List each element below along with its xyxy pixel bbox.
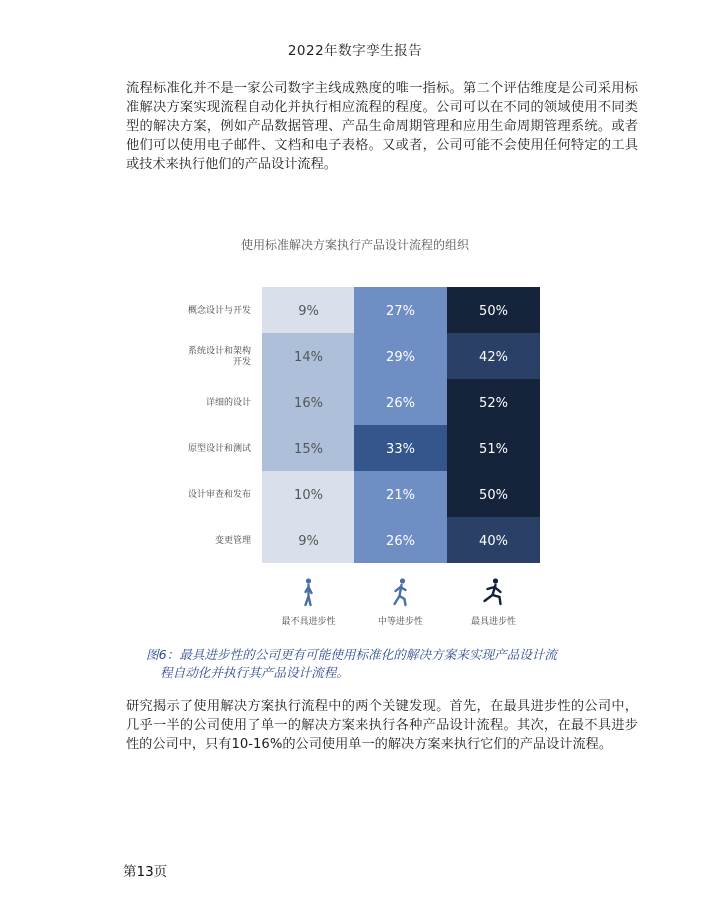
chart-title: 使用标准解决方案执行产品设计流程的组织: [240, 238, 469, 252]
cell-value: 26%: [386, 396, 415, 411]
cell-value: 21%: [386, 488, 415, 503]
row-label: 详细的设计: [205, 398, 251, 408]
series-label: 最不具进步性: [281, 617, 336, 627]
heatmap-chart: [170, 282, 550, 627]
walking-person-icon: [306, 578, 312, 605]
cell-value: 14%: [294, 350, 323, 365]
row-label: 概念设计与开发: [187, 306, 251, 316]
jogging-person-icon: [395, 578, 406, 605]
cell-value: 40%: [479, 534, 508, 549]
cell-value: 50%: [479, 488, 508, 503]
cell-value: 42%: [479, 350, 508, 365]
caption-line-2: 程自动化并执行其产品设计流程。: [160, 665, 349, 680]
cell-value: 10%: [294, 488, 323, 503]
figure-caption: [146, 646, 616, 682]
row-label: 设计审查和发布: [187, 490, 251, 500]
page-number: 第13页: [123, 864, 168, 880]
cell-value: 15%: [294, 442, 323, 457]
document-header: 2022年数字孪生报告: [287, 43, 423, 59]
cell-value: 33%: [386, 442, 415, 457]
cell-value: 50%: [479, 304, 508, 319]
intro-paragraph: 流程标准化并不是一家公司数字主线成熟度的唯一指标。第二个评估维度是公司采用标准解决方案实现流程自动化并执行相应流程的程度。公司可以在不同的领域使用不同类型的解决方案，例如产品数据管理、产品生命周期管理和应用生命周期管理系统。或者他们可以使用电子邮件、文档和电子表格。又或者，公司可能不会使用任何特定的工具或技术来执行他们的产品设计流程。: [126, 81, 638, 172]
cell-value: 27%: [386, 304, 415, 319]
row-label: 系统设计和架构开发: [187, 346, 251, 368]
row-label: 变更管理: [214, 536, 251, 546]
cell-value: 9%: [298, 534, 319, 549]
cell-value: 52%: [479, 396, 508, 411]
running-person-icon: [485, 578, 501, 604]
series-label: 中等进步性: [377, 617, 424, 627]
cell-value: 16%: [294, 396, 323, 411]
cell-value: 29%: [386, 350, 415, 365]
cell-value: 51%: [479, 442, 508, 457]
findings-paragraph: 研究揭示了使用解决方案执行流程中的两个关键发现。首先，在最具进步性的公司中，几乎一半的公司使用了单一的解决方案来执行各种产品设计流程。其次，在最不具进步性的公司中，只有10-16%的公司使用单一的解决方案来执行它们的产品设计流程。: [126, 699, 638, 752]
row-label: 原型设计和测试: [187, 444, 251, 454]
series-label: 最具进步性: [470, 617, 517, 627]
caption-line-1: 图6：最具进步性的公司更有可能使用标准化的解决方案来实现产品设计流: [146, 647, 558, 662]
cell-value: 26%: [386, 534, 415, 549]
cell-value: 9%: [298, 304, 319, 319]
